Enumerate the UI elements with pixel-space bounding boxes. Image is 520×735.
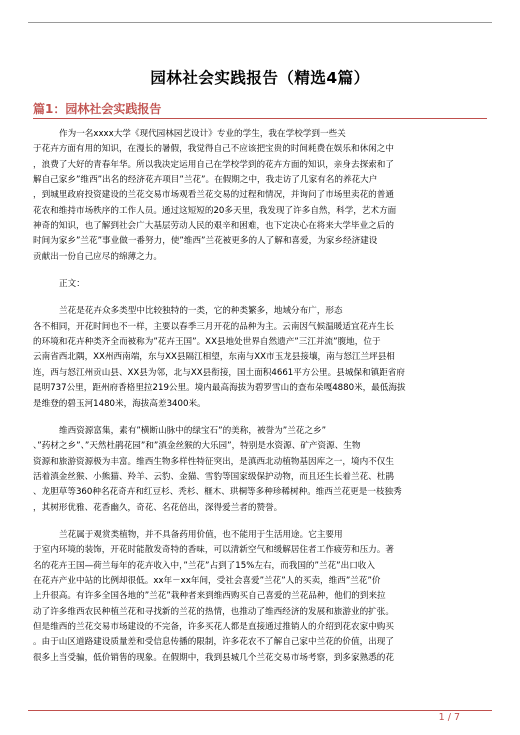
section-rule <box>33 118 487 119</box>
text-line: 活着滇金丝猴、小熊猫、羚羊、云豹、金猫、雪豹等国家级保护动物，而且还生长着兰花、杜鹃 <box>33 471 394 482</box>
text-line: 昆明737公里，距州府香格里拉219公里。境内最高海拔为碧罗雪山的查布朵嘎4880米，最低海拔 <box>33 383 406 394</box>
text-line: 各不相同，开花时间也不一样，主要以春季三月开花的品种为主。云南因气候温暖适宜花卉生长 <box>33 321 394 332</box>
paragraph-gap <box>33 265 488 277</box>
text-line: 云南省西北隅，XX州西南端，东与XX县隔江相望，东南与XX市玉龙县接壤，南与怒江兰坪县相 <box>33 352 395 363</box>
text-line: 的环境和花卉种类齐全而被称为”花卉王国”。XX县地处世界自然遗产”三江并流”腹地，位于 <box>33 337 381 348</box>
text-line: 贡献出一份自己应尽的绵薄之力。 <box>33 251 162 262</box>
text-line: 上升很高。有许多全国各地的”兰花”栽种者来到维西购买自己喜爱的兰花品种，他们的到来拉 <box>33 591 386 602</box>
text-line: ，其树形优雅、花香幽久，奇花、名花倍出，深得爱兰者的赞誉。 <box>33 502 283 513</box>
text-line: ，到城里政府投资建设的兰花交易市场观看兰花交易的过程和情况，并询问了市场里卖花的普通 <box>33 190 394 201</box>
paragraph-gap <box>33 516 488 528</box>
text-line: 神奇的知识，也了解到社会广大基层劳动人民的艰辛和困难，也下定决心在将来大学毕业之后的 <box>33 221 394 232</box>
text-line: 连，西与怒江州贡山县、XX县为邻，北与XX县衔接，国土面积4661平方公里。县城保和镇距省府 <box>33 367 405 378</box>
text-line: 动了许多维西农民种植兰花和寻找新的兰花的热情，也推动了维西经济的发展和旅游业的扩张。 <box>33 606 394 617</box>
footer-rule <box>28 710 492 711</box>
text-line: ，浪费了大好的青春年华。所以我决定运用自己在学校学到的花卉方面的知识，亲身去探索和了 <box>33 159 394 170</box>
body-text <box>33 127 488 666</box>
paragraph-gap <box>33 412 488 424</box>
page-indicator: 1 / 7 <box>438 712 460 723</box>
text-line: 兰花是花卉众多类型中比较独特的一类，它的种类繁多，地域分布广，形态 <box>59 306 343 317</box>
text-line: 。由于山区道路建设质量差和受信息传播的限制，许多花农不了解自己家中兰花的价值，出现了 <box>33 637 394 648</box>
document-title: 园林社会实践报告（精选4篇） <box>150 69 370 87</box>
paragraph-gap <box>33 292 488 304</box>
text-line: 于花卉方面有用的知识，在漫长的暑假，我觉得自己不应该把宝贵的时间耗费在娱乐和休闲之中 <box>33 144 394 155</box>
text-line: 时间为家乡”兰花”事业做一番努力，使”维西”兰花被更多的人了解和喜爱，为家乡经济建设 <box>33 236 378 247</box>
text-line: 兰花属于观赏类植物，并不具备药用价值，也不能用于生活用途。它主要用 <box>59 529 343 540</box>
text-line: 、龙胆草等360种名花奇卉和红豆杉、秃杉、榧木、珙桐等多种珍稀树种。维西兰花更是一枝独秀 <box>33 487 402 498</box>
text-line: 作为一名xxxx大学《现代园林园艺设计》专业的学生，我在学校学到一些关 <box>59 129 346 139</box>
text-line: 花农和维持市场秩序的工作人员。通过这短短的20多天里，我发现了许多自然，科学，艺术方面 <box>33 205 397 216</box>
text-line: 、”药材之乡”、”天然杜鹃花园”和”滇金丝猴的大乐园”，特别是水资源、矿产资源、生物 <box>33 441 361 452</box>
header-rule <box>28 22 492 23</box>
text-line: 解自己家乡”维西”出名的经济花卉项目”兰花”。在假期之中，我走访了几家有名的养花大户 <box>33 175 378 186</box>
text-line: 在花卉产业中站的比例却很低。xx年－xx年间，受社会喜爱”兰花”人的买卖，维西”兰花”价 <box>33 575 381 586</box>
text-line: 于室内环境的装饰，开花时能散发奇特的香味，可以清新空气和缓解居住者工作疲劳和压力。著 <box>33 545 394 556</box>
text-line: 正文： <box>59 279 85 290</box>
text-line: 资源和旅游资源极为丰富。维西生物多样性特征突出，是滇西北动植物基因库之一，境内不仅生 <box>33 456 394 467</box>
text-line: 是维登的碧玉河1480米，海拔高差3400米。 <box>33 398 206 409</box>
section-heading: 篇1：园林社会实践报告 <box>33 102 162 116</box>
text-line: 名的花卉王国—荷兰每年的花卉收入中，”兰花”占到了15%左右，而我国的”兰花”出口收入 <box>33 560 375 571</box>
text-line: 但是维西的兰花交易市场建设的不完备，许多买花人都是直接通过推销人的介绍到花农家中购买 <box>33 621 394 632</box>
text-line: 维西资源富集，素有”横断山脉中的绿宝石”的美称，被誉为”兰花之乡” <box>59 425 327 436</box>
text-line: 很多上当受骗，低价销售的现象。在假期中，我到县城几个兰花交易市场考察，到多家熟悉的花 <box>33 652 394 663</box>
